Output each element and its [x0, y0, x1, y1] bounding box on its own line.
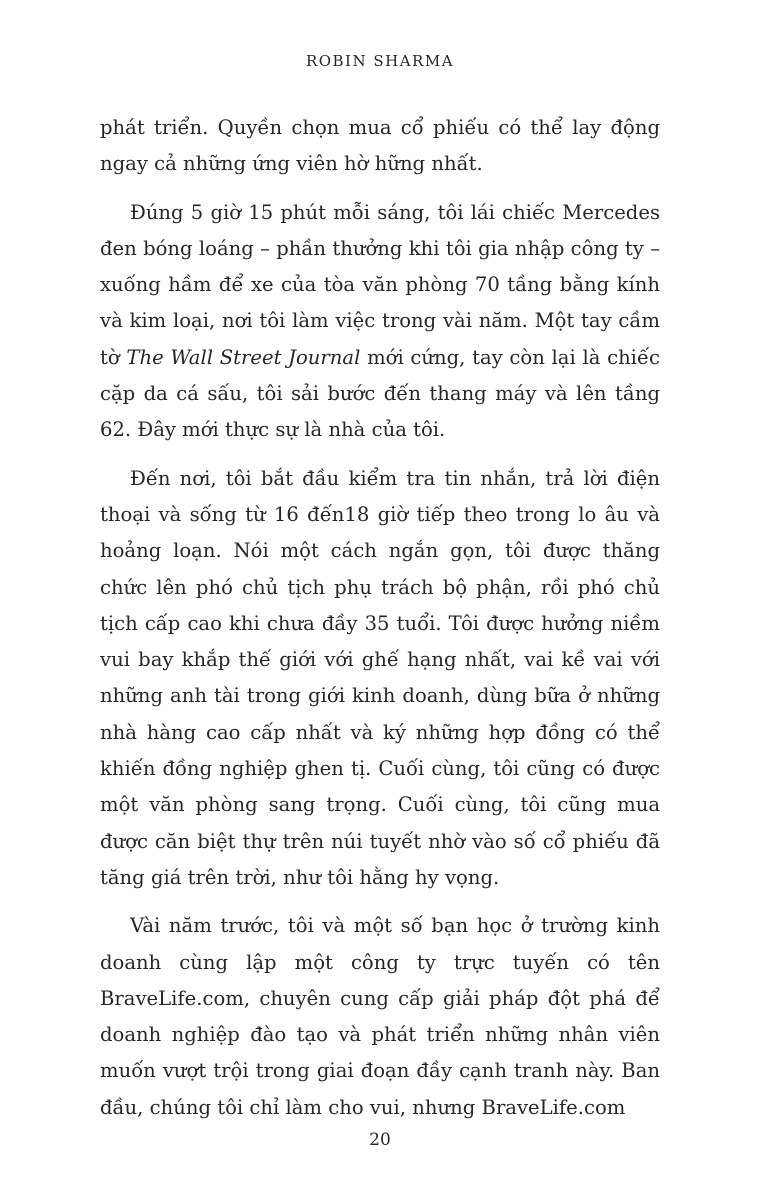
paragraph: Vài năm trước, tôi và một số bạn học ở trường kinh doanh cùng lập một công ty trực tuyến có tên BraveLife.com, chuyên cung cấp giải pháp đột phá để doanh nghiệp đào tạo và phát triển những nhân viên muốn vượt trội trong giai đoạn đầy cạnh tranh này. Ban đầu, chúng tôi chỉ làm cho vui, nhưng BraveLife.com [100, 914, 660, 1119]
paragraph: phát triển. Quyền chọn mua cổ phiếu có thể lay động ngay cả những ứng viên hờ hững nhất. [100, 116, 660, 176]
paragraph-text: Đúng 5 giờ 15 phút mỗi sáng, tôi lái chiếc Mercedes đen bóng loáng – phần thưởng khi tôi gia nhập công ty – xuống hầm để xe của tòa văn phòng 70 tầng bằng kính và kim loại, nơi tôi làm việc trong vài năm. Một tay cầm tờ [100, 200, 660, 369]
paragraph: Đến nơi, tôi bắt đầu kiểm tra tin nhắn, trả lời điện thoại và sống từ 16 đến18 giờ tiếp theo trong lo âu và hoảng loạn. Nói một cách ngắn gọn, tôi được thăng chức lên phó chủ tịch phụ trách bộ phận, rồi phó chủ tịch cấp cao khi chưa đầy 35 tuổi. Tôi được hưởng niềm vui bay khắp thế giới với ghế hạng nhất, vai kề vai với những anh tài trong giới kinh doanh, dùng bữa ở những nhà hàng cao cấp nhất và ký những hợp đồng có thể khiến đồng nghiệp ghen tị. Cuối cùng, tôi cũng có được một văn phòng sang trọng. Cuối cùng, tôi cũng mua được căn biệt thự trên núi tuyết nhờ vào số cổ phiếu đã tăng giá trên trời, như tôi hằng hy vọng. [100, 466, 660, 889]
newspaper-title: The Wall Street Journal [126, 345, 361, 369]
running-header: ROBIN SHARMA [305, 52, 455, 70]
paragraph [100, 195, 660, 449]
body-text [100, 110, 660, 1138]
paragraph-text: mới cứng, tay còn lại là chiếc cặp da cá sấu, tôi sải bước đến thang máy và lên tầng 62. Đây mới thực sự là nhà của tôi. [100, 345, 660, 442]
page-number: 20 [369, 1130, 391, 1150]
